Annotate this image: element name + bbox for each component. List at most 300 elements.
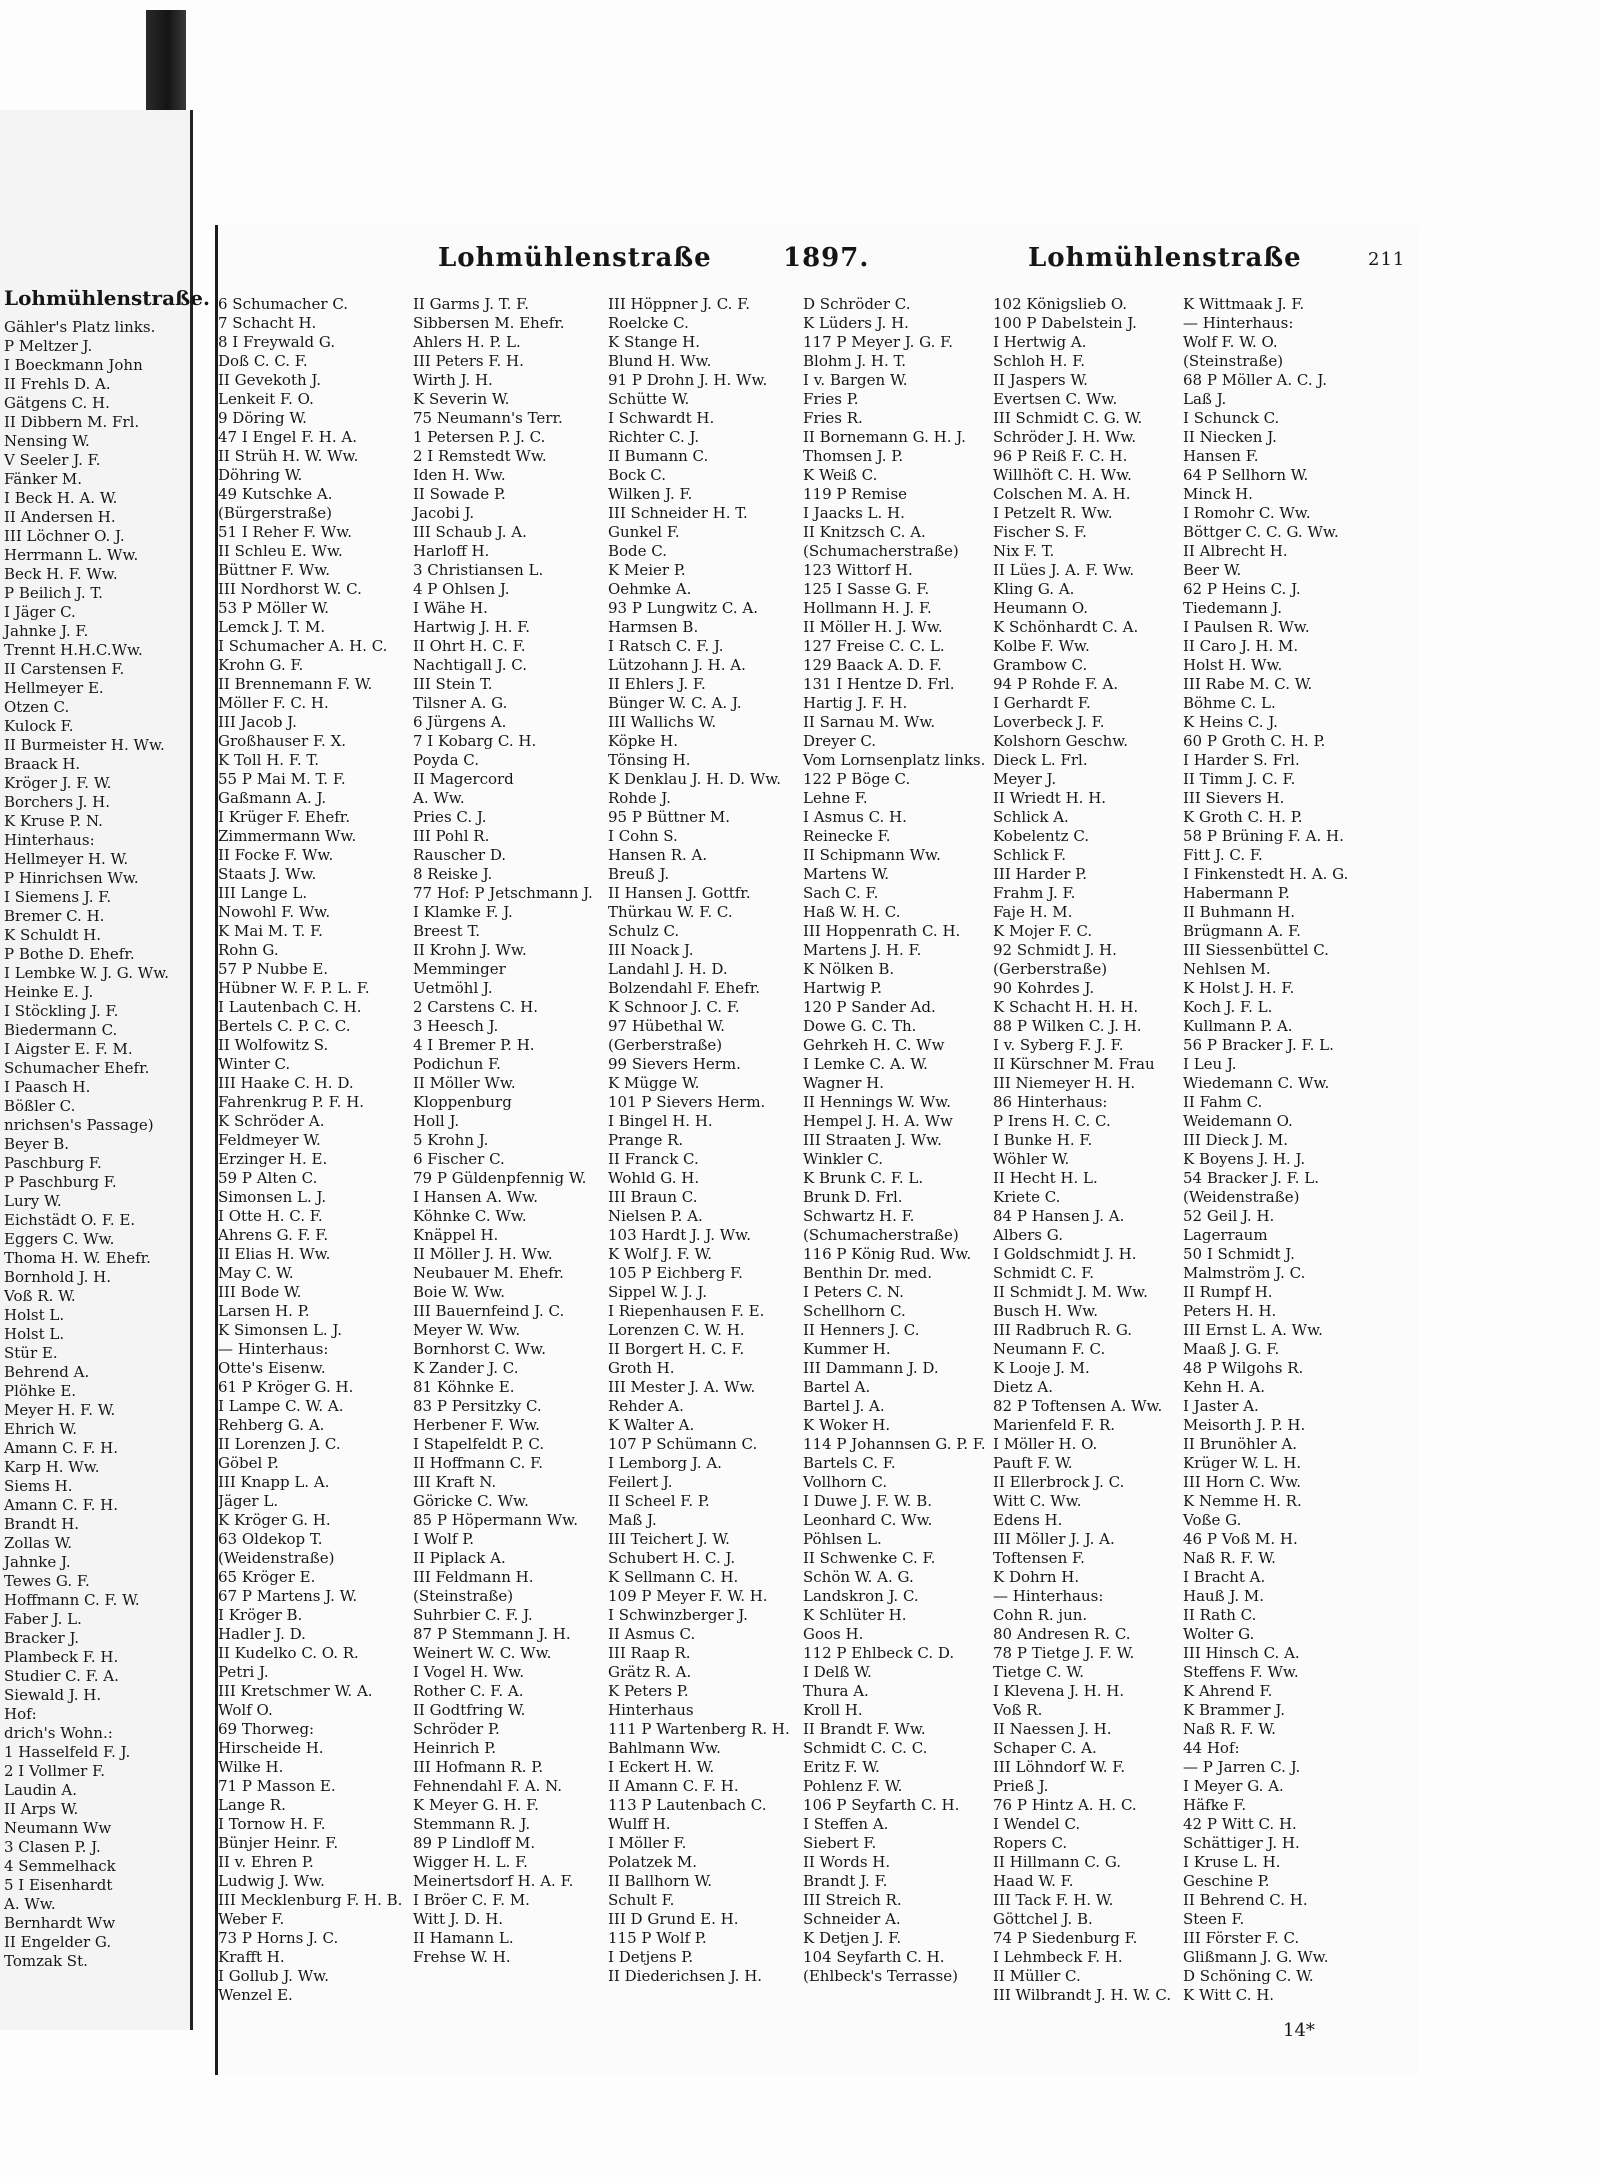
directory-entry: 127 Freise C. C. L. [803, 637, 945, 655]
directory-entry: P Meltzer J. [4, 337, 93, 355]
directory-entry: I Tornow H. F. [218, 1815, 326, 1833]
directory-entry: Nachtigall J. C. [413, 656, 527, 674]
directory-entry: Holst L. [4, 1325, 65, 1343]
directory-entry: K Looje J. M. [993, 1359, 1090, 1377]
directory-entry: Voß R. [993, 1701, 1043, 1719]
directory-entry: II Borgert H. C. F. [608, 1340, 745, 1358]
directory-entry: I Boeckmann John [4, 356, 143, 374]
directory-entry: Krüger W. L. H. [1183, 1454, 1302, 1472]
directory-entry: II Dibbern M. Frl. [4, 413, 140, 431]
directory-entry: 107 P Schümann C. [608, 1435, 758, 1453]
directory-entry: II Scheel F. P. [608, 1492, 710, 1510]
directory-entry: Dieck L. Frl. [993, 751, 1088, 769]
directory-entry: II Schwenke C. F. [803, 1549, 936, 1567]
directory-entry: 75 Neumann's Terr. [413, 409, 563, 427]
directory-entry: Schröder J. H. Ww. [993, 428, 1137, 446]
directory-entry: I Stöckling J. F. [4, 1002, 119, 1020]
directory-entry: K Woker H. [803, 1416, 891, 1434]
directory-entry: Grätz R. A. [608, 1663, 692, 1681]
directory-entry: Thura A. [803, 1682, 869, 1700]
directory-entry: 112 P Ehlbeck C. D. [803, 1644, 955, 1662]
directory-entry: K Sellmann C. H. [608, 1568, 739, 1586]
directory-entry: I Lemke C. A. W. [803, 1055, 928, 1073]
directory-entry: Jäger L. [218, 1492, 279, 1510]
directory-entry: II Elias H. Ww. [218, 1245, 331, 1263]
directory-entry: II Brandt F. Ww. [803, 1720, 926, 1738]
directory-entry: Lehne F. [803, 789, 868, 807]
page-number: 211 [1368, 249, 1406, 270]
directory-entry: Schmidt C. F. [993, 1264, 1095, 1282]
directory-entry: Wulff H. [608, 1815, 671, 1833]
directory-entry: Neubauer M. Ehefr. [413, 1264, 564, 1282]
directory-entry: I Delß W. [803, 1663, 872, 1681]
directory-entry: K Zander J. C. [413, 1359, 519, 1377]
directory-entry: Weber F. [218, 1910, 285, 1928]
directory-entry: — Hinterhaus: [1183, 314, 1294, 332]
directory-entry: Hempel J. H. A. Ww [803, 1112, 953, 1130]
right-page [215, 225, 1418, 2075]
directory-entry: K Weiß C. [803, 466, 878, 484]
directory-entry: I Wähe H. [413, 599, 488, 617]
directory-entry: II Möller J. H. Ww. [413, 1245, 553, 1263]
directory-entry: Kolbe F. Ww. [993, 637, 1090, 655]
directory-entry: II Ballhorn W. [608, 1872, 713, 1890]
directory-entry: Winter C. [218, 1055, 291, 1073]
directory-entry: Wilke H. [218, 1758, 284, 1776]
directory-entry: I Siemens J. F. [4, 888, 112, 906]
directory-entry: Bartel J. A. [803, 1397, 885, 1415]
directory-entry: Beer W. [1183, 561, 1242, 579]
directory-entry: 5 I Eisenhardt [4, 1876, 113, 1894]
directory-entry: Kling G. A. [993, 580, 1075, 598]
directory-entry: Brandt H. [4, 1515, 80, 1533]
directory-entry: (Weidenstraße) [1183, 1188, 1300, 1206]
directory-entry: 85 P Höpermann Ww. [413, 1511, 578, 1529]
directory-entry: Köhnke C. Ww. [413, 1207, 527, 1225]
directory-entry: 79 P Güldenpfennig W. [413, 1169, 587, 1187]
directory-entry: II Bornemann G. H. J. [803, 428, 966, 446]
directory-entry: Frahm J. F. [993, 884, 1076, 902]
directory-entry: Bremer C. H. [4, 907, 105, 925]
directory-entry: 59 P Alten C. [218, 1169, 318, 1187]
directory-entry: — Hinterhaus: [993, 1587, 1104, 1605]
directory-entry: 101 P Sievers Herm. [608, 1093, 766, 1111]
directory-entry: I Cohn S. [608, 827, 678, 845]
directory-entry: Wigger H. L. F. [413, 1853, 528, 1871]
directory-entry: I Finkenstedt H. A. G. [1183, 865, 1349, 883]
directory-entry: III Pohl R. [413, 827, 490, 845]
directory-entry: Schättiger J. H. [1183, 1834, 1300, 1852]
directory-column-5 [993, 295, 1172, 2055]
directory-entry: III Nordhorst W. C. [218, 580, 362, 598]
directory-entry: D Schöning C. W. [1183, 1967, 1314, 1985]
directory-entry: III Schmidt C. G. W. [993, 409, 1143, 427]
directory-entry: I Möller H. O. [993, 1435, 1098, 1453]
directory-entry: 51 I Reher F. Ww. [218, 523, 353, 541]
directory-entry: K Meyer G. H. F. [413, 1796, 539, 1814]
directory-entry: II Wolfowitz S. [218, 1036, 329, 1054]
directory-entry: 131 I Hentze D. Frl. [803, 675, 955, 693]
directory-entry: 78 P Tietge J. F. W. [993, 1644, 1135, 1662]
directory-entry: III Hinsch C. A. [1183, 1644, 1300, 1662]
directory-entry: Karp H. Ww. [4, 1458, 100, 1476]
directory-entry: III Schneider H. T. [608, 504, 748, 522]
directory-entry: Böttger C. C. G. Ww. [1183, 523, 1339, 541]
directory-entry: Memminger [413, 960, 506, 978]
directory-entry: Hirscheide H. [218, 1739, 324, 1757]
directory-entry: II Krohn J. Ww. [413, 941, 527, 959]
directory-column-2 [413, 295, 593, 2055]
directory-entry: II Piplack A. [413, 1549, 506, 1567]
directory-entry: K Schuldt H. [4, 926, 102, 944]
directory-entry: Böhme C. L. [1183, 694, 1276, 712]
directory-entry: Busch H. Ww. [993, 1302, 1099, 1320]
directory-entry: 62 P Heins C. J. [1183, 580, 1301, 598]
directory-entry: Brandt J. F. [803, 1872, 888, 1890]
directory-entry: 5 Krohn J. [413, 1131, 489, 1149]
directory-entry: I Kröger B. [218, 1606, 303, 1624]
directory-entry: K Brammer J. [1183, 1701, 1285, 1719]
directory-entry: II Naessen J. H. [993, 1720, 1112, 1738]
directory-entry: 4 I Bremer P. H. [413, 1036, 535, 1054]
directory-entry: 65 Kröger E. [218, 1568, 316, 1586]
directory-entry: Nensing W. [4, 432, 90, 450]
directory-entry: Ropers C. [993, 1834, 1068, 1852]
directory-entry: K Schlüter H. [803, 1606, 907, 1624]
directory-entry: Gunkel F. [608, 523, 680, 541]
directory-entry: II Buhmann H. [1183, 903, 1296, 921]
directory-entry: Iden H. Ww. [413, 466, 506, 484]
directory-entry: 6 Jürgens A. [413, 713, 507, 731]
directory-entry: Wirth J. H. [413, 371, 493, 389]
directory-entry: Sibbersen M. Ehefr. [413, 314, 565, 332]
directory-entry: I Aigster E. F. M. [4, 1040, 133, 1058]
directory-entry: K Lüders J. H. [803, 314, 909, 332]
directory-entry: Knäppel H. [413, 1226, 499, 1244]
directory-entry: Hartwig J. H. F. [413, 618, 531, 636]
directory-entry: K Heins C. J. [1183, 713, 1278, 731]
directory-entry: III Feldmann H. [413, 1568, 534, 1586]
directory-entry: Colschen M. A. H. [993, 485, 1131, 503]
directory-entry: Suhrbier C. F. J. [413, 1606, 533, 1624]
left-page [0, 110, 210, 2030]
directory-entry: 87 P Stemmann J. H. [413, 1625, 571, 1643]
directory-entry: K Schacht H. H. H. [993, 998, 1139, 1016]
directory-entry: I Schunck C. [1183, 409, 1280, 427]
directory-entry: Meyer J. [993, 770, 1057, 788]
directory-entry: I Klamke F. J. [413, 903, 513, 921]
directory-entry: Kummer H. [803, 1340, 891, 1358]
directory-entry: Kroll H. [803, 1701, 863, 1719]
directory-entry: III Haake C. H. D. [218, 1074, 354, 1092]
directory-entry: Thoma H. W. Ehefr. [4, 1249, 151, 1267]
directory-entry: Wolter G. [1183, 1625, 1255, 1643]
directory-entry: I Bröer C. F. M. [413, 1891, 530, 1909]
directory-entry: Steffens F. Ww. [1183, 1663, 1299, 1681]
directory-entry: Schumacher Ehefr. [4, 1059, 150, 1077]
directory-entry: 68 P Möller A. C. J. [1183, 371, 1327, 389]
directory-entry: K Peters P. [608, 1682, 689, 1700]
directory-entry: Habermann P. [1183, 884, 1290, 902]
directory-entry: I Vogel H. Ww. [413, 1663, 525, 1681]
directory-entry: 3 Christiansen L. [413, 561, 544, 579]
directory-entry: Albers G. [993, 1226, 1063, 1244]
directory-entry: 67 P Martens J. W. [218, 1587, 358, 1605]
directory-entry: 48 P Wilgohs R. [1183, 1359, 1304, 1377]
directory-entry: K Mügge W. [608, 1074, 700, 1092]
directory-entry: I Asmus C. H. [803, 808, 907, 826]
directory-entry: Larsen H. P. [218, 1302, 310, 1320]
directory-entry: II Kürschner M. Frau [993, 1055, 1155, 1073]
directory-entry: Poyda C. [413, 751, 480, 769]
directory-entry: Hauß J. M. [1183, 1587, 1264, 1605]
directory-entry: Nowohl F. Ww. [218, 903, 331, 921]
directory-entry: II Sarnau M. Ww. [803, 713, 936, 731]
directory-entry: Wilken J. F. [608, 485, 693, 503]
directory-entry: Brügmann A. F. [1183, 922, 1301, 940]
directory-entry: II Lües J. A. F. Ww. [993, 561, 1135, 579]
directory-entry: Behrend A. [4, 1363, 90, 1381]
directory-entry: 7 Schacht H. [218, 314, 317, 332]
directory-entry: 111 P Wartenberg R. H. [608, 1720, 790, 1738]
directory-entry: Bolzendahl F. Ehefr. [608, 979, 760, 997]
directory-entry: Schulz C. [608, 922, 680, 940]
directory-entry: I Steffen A. [803, 1815, 889, 1833]
directory-entry: III Löhndorf W. F. [993, 1758, 1126, 1776]
directory-entry: Bracker J. [4, 1629, 80, 1647]
directory-entry: P Bothe D. Ehefr. [4, 945, 135, 963]
directory-entry: I v. Bargen W. [803, 371, 908, 389]
directory-entry: Sippel W. J. J. [608, 1283, 708, 1301]
directory-entry: Holst L. [4, 1306, 65, 1324]
directory-entry: Peters H. H. [1183, 1302, 1277, 1320]
directory-entry: 71 P Masson E. [218, 1777, 336, 1795]
directory-entry: Tietge C. W. [993, 1663, 1084, 1681]
directory-entry: Schön W. A. G. [803, 1568, 914, 1586]
directory-entry: Haß W. H. C. [803, 903, 901, 921]
directory-entry: I Riepenhausen F. E. [608, 1302, 765, 1320]
directory-entry: Kullmann P. A. [1183, 1017, 1293, 1035]
directory-entry: Bock C. [608, 466, 667, 484]
directory-entry: I Jaster A. [1183, 1397, 1259, 1415]
directory-entry: 4 P Ohlsen J. [413, 580, 510, 598]
directory-entry: I Paasch H. [4, 1078, 91, 1096]
directory-entry: Erzinger H. E. [218, 1150, 328, 1168]
directory-entry: Wohld G. H. [608, 1169, 700, 1187]
directory-entry: I Ratsch C. F. J. [608, 637, 724, 655]
directory-entry: Fries R. [803, 409, 863, 427]
directory-entry: II Wriedt H. H. [993, 789, 1107, 807]
directory-entry: II Niecken J. [1183, 428, 1277, 446]
directory-entry: Neumann Ww [4, 1819, 112, 1837]
directory-entry: I Lautenbach C. H. [218, 998, 362, 1016]
directory-entry: II Godtfring W. [413, 1701, 526, 1719]
directory-entry: III Harder P. [993, 865, 1087, 883]
directory-entry: Dietz A. [993, 1378, 1053, 1396]
directory-entry: Ehrich W. [4, 1420, 77, 1438]
directory-entry: II Henners J. C. [803, 1321, 920, 1339]
directory-entry: Schütte W. [608, 390, 690, 408]
directory-entry: 4 Semmelhack [4, 1857, 116, 1875]
directory-entry: Meinertsdorf H. A. F. [413, 1872, 574, 1890]
directory-entry: P Irens H. C. C. [993, 1112, 1111, 1130]
directory-entry: Geschine P. [1183, 1872, 1270, 1890]
directory-entry: II Ohrt H. C. F. [413, 637, 526, 655]
directory-entry: Bartel A. [803, 1378, 871, 1396]
directory-entry: Rother C. F. A. [413, 1682, 524, 1700]
directory-entry: Köpke H. [608, 732, 679, 750]
directory-entry: Toftensen F. [993, 1549, 1085, 1567]
directory-entry: II Rath C. [1183, 1606, 1257, 1624]
directory-entry: II Hillmann C. G. [993, 1853, 1122, 1871]
directory-entry: 92 Schmidt J. H. [993, 941, 1117, 959]
directory-entry: (Schumacherstraße) [803, 1226, 959, 1244]
directory-entry: K Nölken B. [803, 960, 895, 978]
directory-entry: II Knitzsch C. A. [803, 523, 926, 541]
directory-entry: 9 Döring W. [218, 409, 307, 427]
directory-entry: I Detjens P. [608, 1948, 694, 1966]
directory-entry: III Mester J. A. Ww. [608, 1378, 756, 1396]
directory-entry: III Ernst L. A. Ww. [1183, 1321, 1323, 1339]
directory-entry: 42 P Witt C. H. [1183, 1815, 1297, 1833]
directory-entry: Groth H. [608, 1359, 675, 1377]
directory-entry: K Mojer F. C. [993, 922, 1093, 940]
directory-entry: Bartels C. F. [803, 1454, 896, 1472]
directory-entry: II Albrecht H. [1183, 542, 1288, 560]
directory-entry: II Garms J. T. F. [413, 295, 529, 313]
directory-entry: 114 P Johannsen G. P. F. [803, 1435, 986, 1453]
directory-entry: II Brennemann F. W. [218, 675, 373, 693]
directory-entry: II Frehls D. A. [4, 375, 111, 393]
directory-entry: III Braun C. [608, 1188, 698, 1206]
directory-entry: K Toll H. F. T. [218, 751, 320, 769]
directory-entry: I Schwardt H. [608, 409, 715, 427]
directory-entry: 109 P Meyer F. W. H. [608, 1587, 768, 1605]
directory-entry: K Schönhardt C. A. [993, 618, 1139, 636]
directory-entry: Tönsing H. [608, 751, 691, 769]
directory-entry: Tilsner A. G. [413, 694, 508, 712]
directory-entry: III Stein T. [413, 675, 493, 693]
directory-entry: II Schipmann Ww. [803, 846, 941, 864]
directory-entry: K Stange H. [608, 333, 700, 351]
directory-entry: 63 Oldekop T. [218, 1530, 323, 1548]
directory-entry: I Lampe C. W. A. [218, 1397, 344, 1415]
directory-entry: I Otte H. C. F. [218, 1207, 323, 1225]
directory-entry: V Seeler J. F. [4, 451, 101, 469]
directory-entry: Gehrkeh H. C. Ww [803, 1036, 945, 1054]
directory-entry: I Bingel H. H. [608, 1112, 713, 1130]
directory-entry: II Rumpf H. [1183, 1283, 1273, 1301]
directory-entry: 50 I Schmidt J. [1183, 1245, 1295, 1263]
directory-entry: Trennt H.H.C.Ww. [4, 641, 143, 659]
directory-entry: 88 P Wilken C. J. H. [993, 1017, 1142, 1035]
directory-entry: Tewes G. F. [4, 1572, 90, 1590]
directory-entry: Wiedemann C. Ww. [1183, 1074, 1330, 1092]
directory-entry: Grambow C. [993, 656, 1088, 674]
directory-entry: Göbel P. [218, 1454, 279, 1472]
directory-entry: Ludwig J. Ww. [218, 1872, 325, 1890]
directory-entry: I Bunke H. F. [993, 1131, 1093, 1149]
directory-entry: III Peters F. H. [413, 352, 524, 370]
directory-entry: Meyer W. Ww. [413, 1321, 521, 1339]
directory-entry: Fehnendahl F. A. N. [413, 1777, 563, 1795]
directory-entry: Heinrich P. [413, 1739, 497, 1757]
directory-entry: Dowe G. C. Th. [803, 1017, 917, 1035]
directory-entry: II Amann C. F. H. [608, 1777, 739, 1795]
directory-entry: Bünger W. C. A. J. [608, 694, 742, 712]
directory-entry: Uetmöhl J. [413, 979, 493, 997]
directory-entry: III Siessenbüttel C. [1183, 941, 1329, 959]
directory-entry: II Bumann C. [608, 447, 709, 465]
directory-entry: II Burmeister H. Ww. [4, 736, 165, 754]
directory-entry: K Nemme H. R. [1183, 1492, 1302, 1510]
directory-entry: Harmsen B. [608, 618, 699, 636]
directory-entry: Ahlers H. P. L. [413, 333, 521, 351]
directory-entry: III Höppner J. C. F. [608, 295, 751, 313]
directory-entry: II v. Ehren P. [218, 1853, 314, 1871]
directory-entry: I Wendel C. [993, 1815, 1081, 1833]
directory-entry: Hof: [4, 1705, 37, 1723]
directory-entry: K Witt C. H. [1183, 1986, 1275, 2004]
directory-entry: Thomsen J. P. [803, 447, 904, 465]
directory-entry: Plambeck F. H. [4, 1648, 119, 1666]
directory-entry: Gähler's Platz links. [4, 318, 156, 336]
directory-entry: (Schumacherstraße) [803, 542, 959, 560]
directory-entry: 6 Schumacher C. [218, 295, 349, 313]
directory-entry: 123 Wittorf H. [803, 561, 913, 579]
directory-entry: K Severin W. [413, 390, 510, 408]
directory-entry: Oehmke A. [608, 580, 692, 598]
directory-entry: 2 I Remstedt Ww. [413, 447, 547, 465]
directory-entry: 64 P Sellhorn W. [1183, 466, 1309, 484]
directory-entry: Neumann F. C. [993, 1340, 1106, 1358]
directory-entry: 7 I Kobarg C. H. [413, 732, 537, 750]
directory-column-1 [218, 295, 403, 2055]
directory-entry: Ahrens G. F. F. [218, 1226, 329, 1244]
directory-entry: Beck H. F. Ww. [4, 565, 118, 583]
directory-entry: II Strüh H. W. Ww. [218, 447, 359, 465]
directory-entry: I Lembke W. J. G. Ww. [4, 964, 170, 982]
directory-entry: 76 P Hintz A. H. C. [993, 1796, 1137, 1814]
directory-entry: Zimmermann Ww. [218, 827, 357, 845]
directory-entry: II Ellerbrock J. C. [993, 1473, 1125, 1491]
directory-entry: Hadler J. D. [218, 1625, 306, 1643]
directory-entry: Wagner H. [803, 1074, 884, 1092]
directory-entry: III Löchner O. J. [4, 527, 125, 545]
directory-entry: III Rabe M. C. W. [1183, 675, 1313, 693]
directory-entry: Voße G. [1183, 1511, 1242, 1529]
directory-entry: (Ehlbeck's Terrasse) [803, 1967, 958, 1985]
directory-entry: 83 P Persitzky C. [413, 1397, 542, 1415]
directory-entry: Nielsen P. A. [608, 1207, 703, 1225]
directory-entry: K Brunk C. F. L. [803, 1169, 924, 1187]
directory-entry: II Hoffmann C. F. [413, 1454, 543, 1472]
directory-entry: Lange R. [218, 1796, 286, 1814]
directory-entry: K Detjen J. F. [803, 1929, 902, 1947]
directory-entry: I Lemborg J. A. [608, 1454, 722, 1472]
directory-entry: III Sievers H. [1183, 789, 1285, 807]
directory-entry: I Goldschmidt J. H. [993, 1245, 1137, 1263]
directory-entry: 116 P König Rud. Ww. [803, 1245, 972, 1263]
directory-entry: Krafft H. [218, 1948, 285, 1966]
directory-entry: III Jacob J. [218, 713, 297, 731]
directory-entry: K Wolf J. F. W. [608, 1245, 713, 1263]
directory-entry: 54 Bracker J. F. L. [1183, 1169, 1320, 1187]
directory-entry: Prange R. [608, 1131, 684, 1149]
directory-entry: Rauscher D. [413, 846, 507, 864]
directory-entry: I Krüger F. Ehefr. [218, 808, 351, 826]
directory-entry: Roelcke C. [608, 314, 689, 332]
